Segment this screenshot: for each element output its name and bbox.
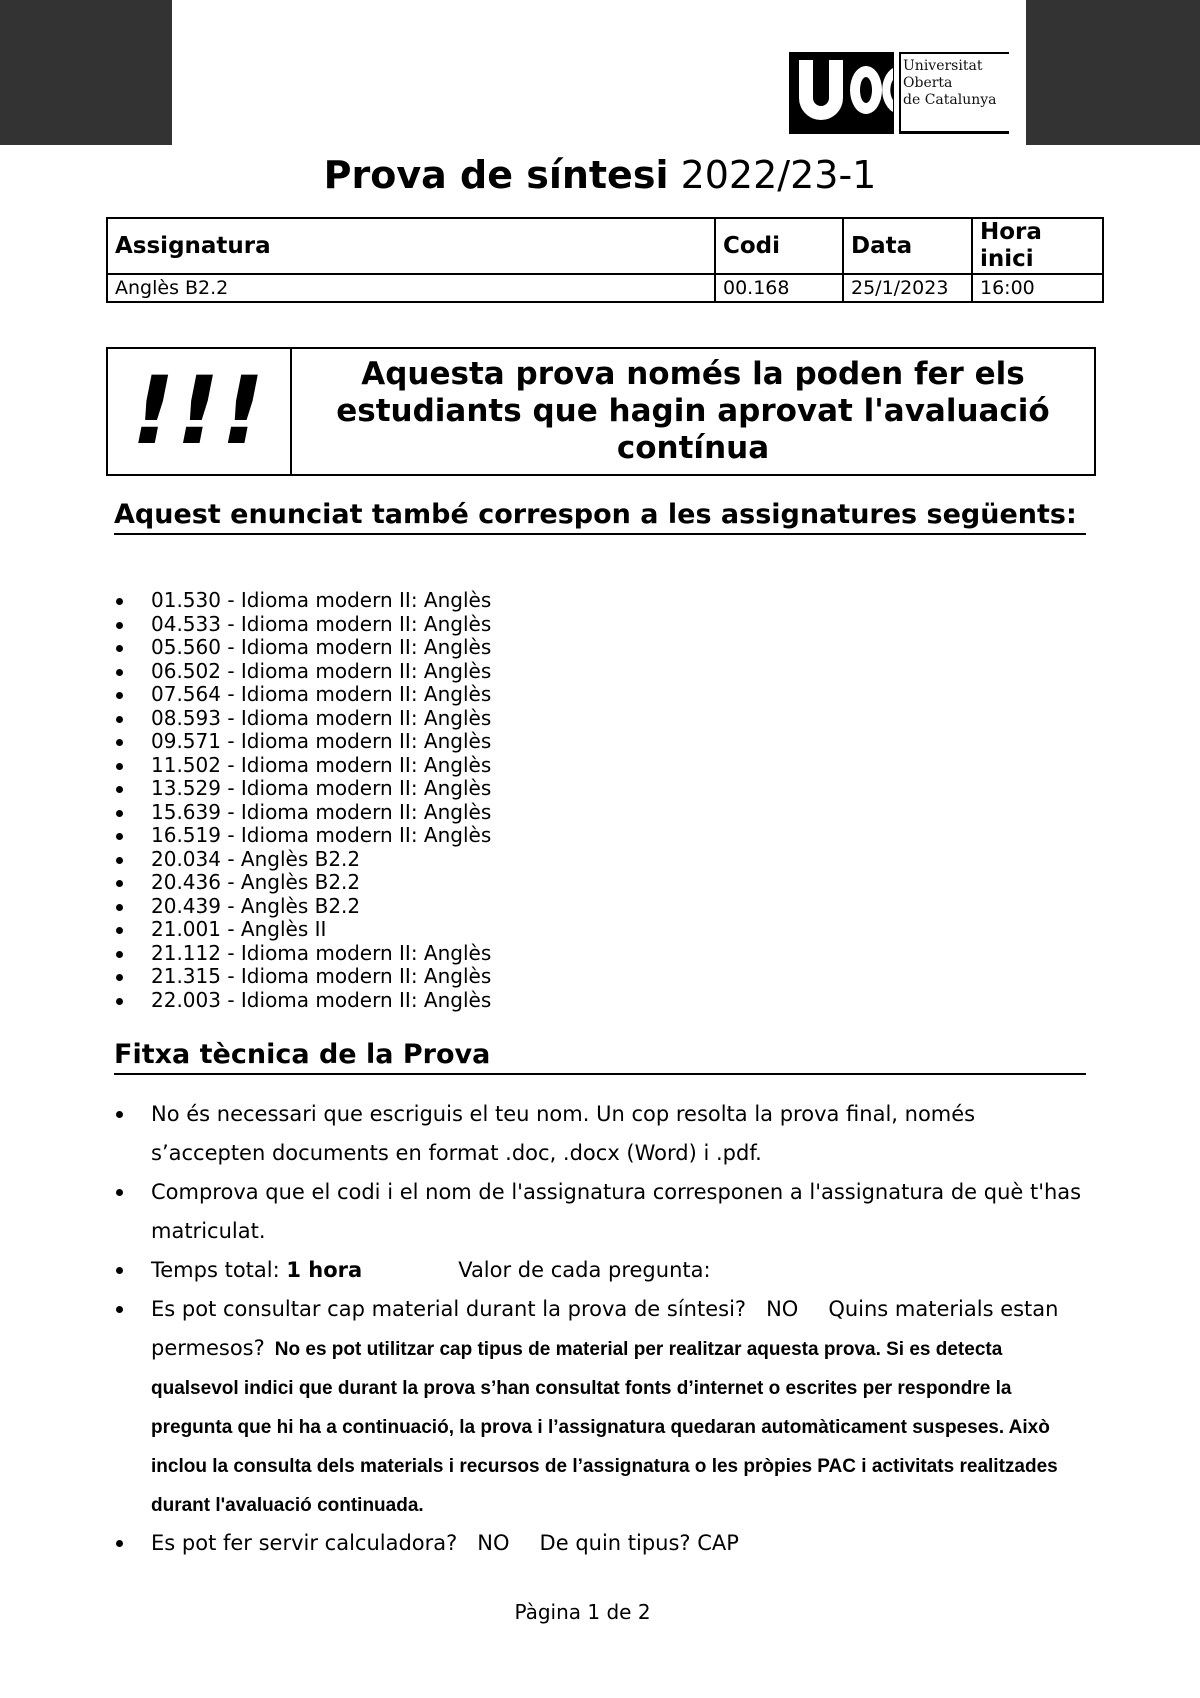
logo-line-3: de Catalunya bbox=[903, 92, 997, 108]
list-item: 08.593 - Idioma modern II: Anglès bbox=[114, 707, 491, 731]
value-codi: 00.168 bbox=[715, 274, 843, 302]
page-title-main: Prova de síntesi bbox=[323, 153, 669, 197]
list-item: 15.639 - Idioma modern II: Anglès bbox=[114, 801, 491, 825]
materials-answer: NO bbox=[766, 1297, 799, 1321]
page-title-period: 2022/23-1 bbox=[680, 153, 877, 197]
calculator-type-label: De quin tipus? bbox=[539, 1531, 691, 1555]
list-item: 21.315 - Idioma modern II: Anglès bbox=[114, 965, 491, 989]
list-item: 04.533 - Idioma modern II: Anglès bbox=[114, 613, 491, 637]
list-item: 16.519 - Idioma modern II: Anglès bbox=[114, 824, 491, 848]
page-number: Pàgina 1 de 2 bbox=[514, 1600, 651, 1624]
value-assignatura: Anglès B2.2 bbox=[107, 274, 715, 302]
tech-item-name-text: No és necessari que escriguis el teu nom. Un cop resolta la prova final, només s’accepten documents en format .doc, .docx (Word) i .pdf. bbox=[151, 1102, 976, 1165]
value-hora-inici: 16:00 bbox=[972, 274, 1103, 302]
value-data: 25/1/2023 bbox=[843, 274, 972, 302]
list-item: 13.529 - Idioma modern II: Anglès bbox=[114, 777, 491, 801]
list-item: 06.502 - Idioma modern II: Anglès bbox=[114, 660, 491, 684]
time-label: Temps total: bbox=[151, 1258, 280, 1282]
header-corner-right bbox=[1026, 0, 1200, 145]
tech-item-materials bbox=[114, 1290, 1094, 1524]
list-item: 20.436 - Anglès B2.2 bbox=[114, 871, 491, 895]
exam-info-table bbox=[106, 217, 1104, 303]
value-per-question-label: Valor de cada pregunta: bbox=[458, 1258, 711, 1282]
tech-item-name bbox=[114, 1095, 1094, 1173]
subjects-list bbox=[114, 589, 491, 1012]
list-item: 07.564 - Idioma modern II: Anglès bbox=[114, 683, 491, 707]
calculator-answer: NO bbox=[477, 1531, 510, 1555]
calculator-question: Es pot fer servir calculadora? bbox=[151, 1531, 458, 1555]
materials-which-label: Quins materials estan permesos? bbox=[151, 1297, 1059, 1360]
calculator-type-value: CAP bbox=[697, 1531, 739, 1555]
list-item: 01.530 - Idioma modern II: Anglès bbox=[114, 589, 491, 613]
warning-box bbox=[106, 347, 1096, 476]
warning-text: Aquesta prova només la poden fer els estudiants que hagin aprovat l'avaluació contínua bbox=[336, 356, 1050, 466]
uoc-logo bbox=[789, 52, 1011, 134]
warning-exclamation-icon: !!! bbox=[108, 349, 292, 474]
list-item: 21.112 - Idioma modern II: Anglès bbox=[114, 942, 491, 966]
list-item: 22.003 - Idioma modern II: Anglès bbox=[114, 989, 491, 1013]
tech-item-code bbox=[114, 1173, 1094, 1251]
header-assignatura: Assignatura bbox=[107, 218, 715, 274]
header-corner-left bbox=[0, 0, 172, 145]
materials-note: No es pot utilitzar cap tipus de material per realitzar aquesta prova. Si es detecta qualsevol indici que durant la prova s’han consultat fonts d’internet o escrites per respondre la pregunta que hi ha a continuació, la prova i l’assignatura quedaran automàticament suspeses. Això inclou la consulta dels materials i recursos de l’assignatura o les pròpies PAC i activitats realitzades durant l'avaluació continuada. bbox=[151, 1339, 1058, 1516]
list-item: 20.439 - Anglès B2.2 bbox=[114, 895, 491, 919]
tech-item-time bbox=[114, 1251, 1094, 1290]
list-item: 20.034 - Anglès B2.2 bbox=[114, 848, 491, 872]
subjects-heading: Aquest enunciat també correspon a les assignatures següents: bbox=[114, 498, 1086, 535]
materials-question: Es pot consultar cap material durant la prova de síntesi? bbox=[151, 1297, 747, 1321]
uoc-logo-wordmark bbox=[903, 58, 997, 109]
tech-item-code-text: Comprova que el codi i el nom de l'assignatura corresponen a l'assignatura de què t'has matriculat. bbox=[151, 1180, 1082, 1243]
exam-info-value-row bbox=[107, 274, 1103, 302]
exam-info-header-row bbox=[107, 218, 1103, 274]
tech-item-calculator bbox=[114, 1524, 1094, 1563]
list-item: 11.502 - Idioma modern II: Anglès bbox=[114, 754, 491, 778]
header-data: Data bbox=[843, 218, 972, 274]
page-title bbox=[0, 148, 1200, 202]
list-item: 21.001 - Anglès II bbox=[114, 918, 491, 942]
header-codi: Codi bbox=[715, 218, 843, 274]
time-value: 1 hora bbox=[286, 1258, 363, 1282]
logo-line-2: Oberta bbox=[903, 75, 953, 91]
logo-line-1: Universitat bbox=[903, 58, 983, 74]
tech-sheet-list bbox=[114, 1095, 1094, 1563]
header-hora-inici: Hora inici bbox=[972, 218, 1103, 274]
list-item: 09.571 - Idioma modern II: Anglès bbox=[114, 730, 491, 754]
list-item: 05.560 - Idioma modern II: Anglès bbox=[114, 636, 491, 660]
tech-sheet-heading: Fitxa tècnica de la Prova bbox=[114, 1038, 1086, 1075]
